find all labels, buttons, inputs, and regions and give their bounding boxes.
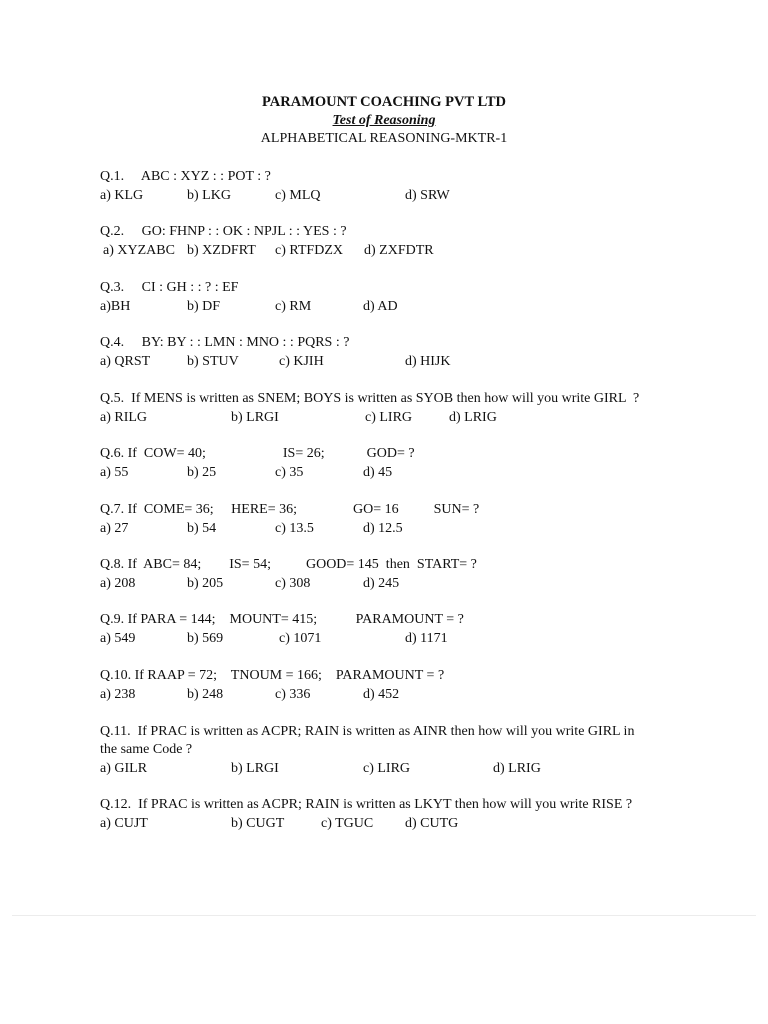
section-heading: ALPHABETICAL REASONING-MKTR-1	[260, 131, 508, 146]
question-text: Q.1. ABC : XYZ : : POT : ?	[100, 169, 271, 184]
document-subtitle: Test of Reasoning	[332, 113, 436, 128]
option-d: d) AD	[363, 299, 398, 314]
option-d: d) LRIG	[493, 761, 541, 776]
option-b: b) DF	[187, 299, 221, 314]
option-b: b) 569	[187, 631, 224, 646]
option-b: b) LKG	[187, 188, 231, 203]
option-a: a) 27	[100, 521, 129, 536]
option-c: c) MLQ	[275, 188, 321, 203]
option-d: d) HIJK	[405, 354, 451, 369]
question-text: Q.6. If COW= 40; IS= 26; GOD= ?	[100, 446, 415, 461]
option-d: d) 452	[363, 687, 400, 702]
question-text: Q.4. BY: BY : : LMN : MNO : : PQRS : ?	[100, 335, 350, 350]
option-c: c) 336	[275, 687, 311, 702]
question-text-continued: the same Code ?	[100, 742, 193, 757]
question-text: Q.8. If ABC= 84; IS= 54; GOOD= 145 then START= ?	[100, 557, 477, 572]
option-a: a) GILR	[100, 761, 148, 776]
option-a: a) 208	[100, 576, 136, 591]
option-a: a) XYZABC	[103, 243, 175, 258]
option-b: b) 205	[187, 576, 224, 591]
option-c: c) TGUC	[321, 816, 374, 831]
option-c: c) RM	[275, 299, 312, 314]
option-b: b) LRGI	[231, 410, 279, 425]
option-a: a) KLG	[100, 188, 144, 203]
option-a: a)BH	[100, 299, 131, 314]
question-text: Q.9. If PARA = 144; MOUNT= 415; PARAMOUNT = ?	[100, 612, 464, 627]
option-a: a) 549	[100, 631, 136, 646]
question-text: Q.11. If PRAC is written as ACPR; RAIN is written as AINR then how will you write GIRL in	[100, 724, 635, 739]
option-c: c) RTFDZX	[275, 243, 343, 258]
option-d: d) 12.5	[363, 521, 403, 536]
option-d: d) 1171	[405, 631, 448, 646]
option-b: b) LRGI	[231, 761, 279, 776]
question-text: Q.7. If COME= 36; HERE= 36; GO= 16 SUN= ?	[100, 502, 480, 517]
option-b: b) STUV	[187, 354, 239, 369]
option-d: d) ZXFDTR	[364, 243, 434, 258]
option-c: c) 1071	[279, 631, 322, 646]
page-edge-divider	[12, 915, 756, 916]
option-c: c) 13.5	[275, 521, 314, 536]
option-c: c) LIRG	[365, 410, 413, 425]
option-b: b) 248	[187, 687, 224, 702]
question-text: Q.5. If MENS is written as SNEM; BOYS is written as SYOB then how will you write GIRL ?	[100, 391, 640, 406]
option-a: a) 238	[100, 687, 136, 702]
question-text: Q.3. CI : GH : : ? : EF	[100, 280, 239, 295]
option-d: d) SRW	[405, 188, 450, 203]
option-d: d) LRIG	[449, 410, 497, 425]
question-text: Q.12. If PRAC is written as ACPR; RAIN is written as LKYT then how will you write RISE ?	[100, 797, 633, 812]
option-b: b) 25	[187, 465, 217, 480]
option-a: a) RILG	[100, 410, 148, 425]
option-a: a) 55	[100, 465, 129, 480]
question-text: Q.10. If RAAP = 72; TNOUM = 166; PARAMOUNT = ?	[100, 668, 445, 683]
option-b: b) XZDFRT	[187, 243, 256, 258]
option-c: c) LIRG	[363, 761, 411, 776]
option-a: a) QRST	[100, 354, 151, 369]
option-a: a) CUJT	[100, 816, 148, 831]
question-text: Q.2. GO: FHNP : : OK : NPJL : : YES : ?	[100, 224, 347, 239]
option-c: c) KJIH	[279, 354, 324, 369]
option-d: d) 45	[363, 465, 393, 480]
option-c: c) 35	[275, 465, 304, 480]
option-c: c) 308	[275, 576, 311, 591]
option-b: b) CUGT	[231, 816, 285, 831]
option-d: d) CUTG	[405, 816, 459, 831]
document-title: PARAMOUNT COACHING PVT LTD	[262, 94, 506, 110]
option-b: b) 54	[187, 521, 217, 536]
option-d: d) 245	[363, 576, 400, 591]
